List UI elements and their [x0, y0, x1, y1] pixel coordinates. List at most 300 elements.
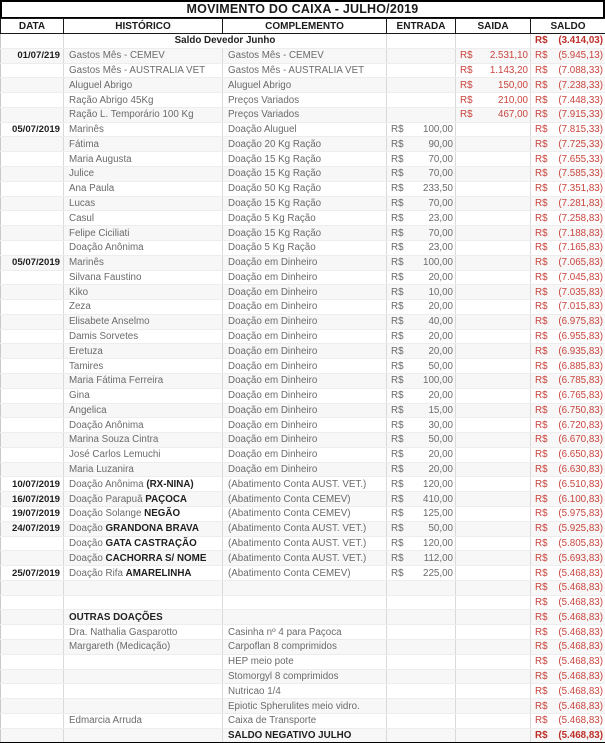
- cell-entrada: [387, 107, 456, 122]
- cell-historico: [64, 373, 223, 388]
- currency-symbol: R$: [535, 670, 548, 682]
- currency-symbol: R$: [535, 197, 548, 209]
- cell-saldo: [531, 669, 605, 684]
- cell-date: [1, 373, 64, 388]
- cell-entrada: [387, 684, 456, 699]
- table-row: [1, 654, 605, 669]
- historico-text: Felipe Ciciliati: [69, 227, 130, 239]
- complemento-text: Gastos Mês - CEMEV: [228, 50, 324, 62]
- cell-complemento: [223, 63, 387, 78]
- saldo-amount: (5.468,83): [558, 729, 603, 741]
- historico-text: Zeza: [69, 301, 91, 313]
- cell-entrada: [387, 566, 456, 581]
- entrada-amount: 120,00: [423, 537, 453, 549]
- cell-saldo: [531, 240, 605, 255]
- currency-symbol: R$: [391, 197, 404, 209]
- entrada-value: [387, 537, 455, 550]
- currency-symbol: R$: [391, 567, 404, 579]
- historico-text: Doação: [69, 552, 106, 564]
- cell-saldo: [531, 93, 605, 108]
- cell-date: [1, 551, 64, 566]
- table-row: [1, 640, 605, 655]
- cell-saida: [456, 152, 531, 167]
- cell-complemento: [223, 167, 387, 182]
- cell-entrada: [387, 625, 456, 640]
- complemento-text: Doação em Dinheiro: [228, 449, 318, 461]
- cell-saida: [456, 388, 531, 403]
- complemento-text: Doação 5 Kg Ração: [228, 212, 316, 224]
- cell-saida: [456, 713, 531, 728]
- table-row: [1, 595, 605, 610]
- entrada-value: [387, 478, 455, 491]
- cell-historico: [64, 388, 223, 403]
- saldo-amount: (3.414,03): [558, 35, 603, 47]
- historico-text: Ração Abrigo 45Kg: [69, 94, 154, 106]
- currency-symbol: R$: [535, 611, 548, 623]
- table-row: [1, 566, 605, 581]
- cell-historico: [64, 566, 223, 581]
- entrada-value: [387, 256, 455, 269]
- cell-entrada: [387, 93, 456, 108]
- cell-historico: [64, 167, 223, 182]
- entrada-value: [387, 345, 455, 358]
- cell-complemento: [223, 211, 387, 226]
- cell-saldo: [531, 625, 605, 640]
- cell-saida: [456, 580, 531, 595]
- historico-text: Edmarcia Arruda: [69, 715, 142, 727]
- saldo-amount: (6.720,83): [558, 419, 603, 431]
- table-row: [1, 625, 605, 640]
- entrada-amount: 112,00: [423, 552, 453, 564]
- saldo-amount: (6.765,83): [558, 390, 603, 402]
- historico-bold-text: GRANDONA BRAVA: [105, 523, 199, 535]
- currency-symbol: R$: [535, 79, 548, 91]
- currency-symbol: R$: [391, 552, 404, 564]
- entrada-amount: 30,00: [428, 419, 453, 431]
- historico-text: Damis Sorvetes: [69, 331, 139, 343]
- saida-amount: 150,00: [498, 79, 528, 91]
- historico-bold-text: GATA CASTRAÇÃO: [105, 537, 197, 549]
- saldo-value: [531, 182, 605, 195]
- saida-amount: 210,00: [498, 94, 528, 106]
- currency-symbol: R$: [391, 537, 404, 549]
- saldo-value: [531, 419, 605, 432]
- cell-saldo: [531, 300, 605, 315]
- saldo-amount: (5.975,83): [558, 508, 603, 520]
- saldo-amount: (7.915,33): [558, 109, 603, 121]
- table-row: [1, 359, 605, 374]
- entrada-value: [387, 182, 455, 195]
- entrada-value: [387, 448, 455, 461]
- complemento-text: (Abatimento Conta CEMEV): [228, 493, 351, 505]
- cell-date: [1, 329, 64, 344]
- currency-symbol: R$: [460, 109, 473, 121]
- currency-symbol: R$: [535, 153, 548, 165]
- cell-historico: [64, 359, 223, 374]
- cell-historico: [64, 93, 223, 108]
- cell-historico: [64, 403, 223, 418]
- historico-text: Ana Paula: [69, 183, 115, 195]
- entrada-value: [387, 300, 455, 313]
- entrada-amount: 40,00: [428, 316, 453, 328]
- saida-amount: 2.531,10: [489, 50, 528, 62]
- cell-date: [1, 699, 64, 714]
- entrada-value: [387, 404, 455, 417]
- complemento-text: (Abatimento Conta AUST. VET.): [228, 478, 367, 490]
- saldo-amount: (7.065,83): [558, 257, 603, 269]
- entrada-amount: 100,00: [423, 124, 453, 136]
- entrada-amount: 20,00: [428, 301, 453, 313]
- cell-entrada: [387, 728, 456, 743]
- currency-symbol: R$: [535, 508, 548, 520]
- cell-complemento: [223, 314, 387, 329]
- cell-historico: [64, 462, 223, 477]
- cell-entrada: [387, 63, 456, 78]
- cell-entrada: [387, 300, 456, 315]
- historico-text: Doação Anônima: [69, 419, 144, 431]
- saldo-amount: (5.468,83): [558, 700, 603, 712]
- entrada-amount: 125,00: [423, 508, 453, 520]
- currency-symbol: R$: [535, 212, 548, 224]
- cell-saida: [456, 93, 531, 108]
- currency-symbol: R$: [391, 257, 404, 269]
- cell-entrada: [387, 462, 456, 477]
- complemento-text: Doação em Dinheiro: [228, 286, 318, 298]
- cell-complemento: [223, 728, 387, 743]
- cell-complemento: [223, 462, 387, 477]
- cell-historico: [64, 152, 223, 167]
- cell-entrada: [387, 240, 456, 255]
- cell-saldo: [531, 640, 605, 655]
- cell-saldo: [531, 492, 605, 507]
- cell-saldo: [531, 536, 605, 551]
- saldo-amount: (5.468,83): [558, 670, 603, 682]
- entrada-amount: 50,00: [428, 360, 453, 372]
- cell-saldo: [531, 477, 605, 492]
- historico-bold-text: PAÇOCA: [145, 493, 187, 505]
- saldo-value: [531, 241, 605, 254]
- table-row: [1, 344, 605, 359]
- cell-entrada: [387, 595, 456, 610]
- currency-symbol: R$: [391, 227, 404, 239]
- cell-date: 05/07/2019: [1, 255, 64, 270]
- historico-text: Marinês: [69, 124, 104, 136]
- complemento-text: Doação em Dinheiro: [228, 301, 318, 313]
- cell-complemento: [223, 713, 387, 728]
- saldo-value: [531, 581, 605, 594]
- entrada-amount: 23,00: [428, 212, 453, 224]
- table-row: [1, 610, 605, 625]
- cell-complemento: [223, 373, 387, 388]
- complemento-text: Nutricao 1/4: [228, 685, 281, 697]
- cell-historico: [64, 181, 223, 196]
- cell-saida: [456, 640, 531, 655]
- cell-saida: [456, 196, 531, 211]
- historico-text: Eretuza: [69, 345, 103, 357]
- cell-historico: [64, 63, 223, 78]
- cell-complemento: [223, 122, 387, 137]
- cell-date: [1, 462, 64, 477]
- cell-historico: [64, 610, 223, 625]
- complemento-text: Doação em Dinheiro: [228, 419, 318, 431]
- entrada-value: [387, 493, 455, 506]
- currency-symbol: R$: [535, 404, 548, 416]
- saldo-value: [531, 478, 605, 491]
- currency-symbol: R$: [535, 64, 548, 76]
- complemento-text: Doação 20 Kg Ração: [228, 138, 322, 150]
- complemento-text: (Abatimento Conta CEMEV): [228, 567, 351, 579]
- saldo-amount: (5.925,83): [558, 523, 603, 535]
- cell-historico: [64, 654, 223, 669]
- complemento-text: Doação em Dinheiro: [228, 360, 318, 372]
- saldo-value: [531, 448, 605, 461]
- cell-saldo: [531, 521, 605, 536]
- currency-symbol: R$: [391, 508, 404, 520]
- entrada-value: [387, 286, 455, 299]
- currency-symbol: R$: [535, 700, 548, 712]
- entrada-value: [387, 463, 455, 476]
- historico-text: Julice: [69, 168, 95, 180]
- cell-complemento: [223, 48, 387, 63]
- cell-date: [1, 595, 64, 610]
- historico-text: Casul: [69, 212, 95, 224]
- table-row: [1, 492, 605, 507]
- currency-symbol: R$: [535, 523, 548, 535]
- entrada-amount: 70,00: [428, 153, 453, 165]
- saldo-value: [531, 123, 605, 136]
- cell-saldo: [531, 433, 605, 448]
- complemento-text: Doação em Dinheiro: [228, 345, 318, 357]
- cell-entrada: [387, 329, 456, 344]
- cell-saida: [456, 669, 531, 684]
- saldo-value: [531, 700, 605, 713]
- currency-symbol: R$: [535, 552, 548, 564]
- cell-date: [1, 196, 64, 211]
- currency-symbol: R$: [535, 582, 548, 594]
- cell-saida: [456, 447, 531, 462]
- historico-text: Angelica: [69, 404, 107, 416]
- currency-symbol: R$: [535, 567, 548, 579]
- entrada-value: [387, 433, 455, 446]
- currency-symbol: R$: [391, 419, 404, 431]
- cell-date: [1, 447, 64, 462]
- currency-symbol: R$: [535, 449, 548, 461]
- cell-complemento: [223, 152, 387, 167]
- cell-entrada: [387, 640, 456, 655]
- entrada-value: [387, 507, 455, 520]
- entrada-value: [387, 389, 455, 402]
- cell-complemento: [223, 447, 387, 462]
- cell-historico: [64, 48, 223, 63]
- cell-entrada: [387, 270, 456, 285]
- cell-complemento: [223, 477, 387, 492]
- cell-entrada: [387, 211, 456, 226]
- entrada-value: [387, 374, 455, 387]
- historico-text: Doação Solange: [69, 508, 145, 520]
- currency-symbol: R$: [391, 523, 404, 535]
- saldo-value: [531, 389, 605, 402]
- currency-symbol: R$: [391, 404, 404, 416]
- table-row: [1, 713, 605, 728]
- complemento-text: Doação 15 Kg Ração: [228, 153, 322, 165]
- currency-symbol: R$: [460, 64, 473, 76]
- cell-complemento: [223, 433, 387, 448]
- cell-historico: [64, 640, 223, 655]
- table-row: [1, 521, 605, 536]
- historico-text: Doação: [69, 523, 106, 535]
- currency-symbol: R$: [535, 375, 548, 387]
- cell-historico: [64, 728, 223, 743]
- table-row: [1, 403, 605, 418]
- cell-historico: [64, 521, 223, 536]
- cell-saida: [456, 270, 531, 285]
- saldo-amount: (5.468,83): [558, 656, 603, 668]
- cell-entrada: [387, 167, 456, 182]
- cell-entrada: [387, 48, 456, 63]
- saldo-amount: (5.468,83): [558, 626, 603, 638]
- entrada-amount: 70,00: [428, 227, 453, 239]
- cell-saida: [456, 359, 531, 374]
- cell-saldo: [531, 255, 605, 270]
- currency-symbol: R$: [535, 464, 548, 476]
- cell-date: [1, 713, 64, 728]
- saldo-amount: (7.655,33): [558, 153, 603, 165]
- table-row: [1, 285, 605, 300]
- saldo-value: [531, 611, 605, 624]
- cell-date: [1, 640, 64, 655]
- table-row: [1, 167, 605, 182]
- saldo-value: [531, 493, 605, 506]
- cell-saldo: [531, 314, 605, 329]
- cell-saldo: [531, 226, 605, 241]
- saldo-amount: (7.258,83): [558, 212, 603, 224]
- cell-complemento: [223, 344, 387, 359]
- cell-date: [1, 388, 64, 403]
- entrada-amount: 100,00: [423, 375, 453, 387]
- cell-date: [1, 93, 64, 108]
- entrada-amount: 15,00: [428, 404, 453, 416]
- historico-bold-text: OUTRAS DOAÇÕES: [69, 611, 163, 623]
- saldo-amount: (6.955,83): [558, 331, 603, 343]
- cell-entrada: [387, 388, 456, 403]
- currency-symbol: R$: [391, 271, 404, 283]
- table-row: [1, 152, 605, 167]
- cell-entrada: [387, 713, 456, 728]
- saldo-amount: (5.468,83): [558, 611, 603, 623]
- cell-saida: [456, 566, 531, 581]
- entrada-value: [387, 419, 455, 432]
- saldo-value: [531, 227, 605, 240]
- currency-symbol: R$: [391, 138, 404, 150]
- cell-complemento: [223, 699, 387, 714]
- table-row: [1, 669, 605, 684]
- historico-bold-text: CACHORRA S/ NOME: [105, 552, 207, 564]
- cell-historico: [64, 137, 223, 152]
- column-header-saida: SAIDA: [456, 19, 531, 34]
- complemento-text: Gastos Mês - AUSTRALIA VET: [228, 64, 365, 76]
- saldo-value: [531, 729, 605, 742]
- table-row: [1, 373, 605, 388]
- saldo-value: [531, 685, 605, 698]
- cell-saldo: [531, 34, 605, 49]
- cell-entrada: [387, 122, 456, 137]
- cell-saldo: [531, 270, 605, 285]
- saldo-value: [531, 374, 605, 387]
- saldo-amount: (7.281,83): [558, 197, 603, 209]
- cell-date: [1, 418, 64, 433]
- cell-saida: [456, 300, 531, 315]
- cell-complemento: [223, 240, 387, 255]
- cell-saida: [456, 521, 531, 536]
- cell-saida: [456, 433, 531, 448]
- complemento-text: Preços Variados: [228, 109, 300, 121]
- complemento-text: Doação 15 Kg Ração: [228, 197, 322, 209]
- cell-entrada: [387, 344, 456, 359]
- currency-symbol: R$: [535, 360, 548, 372]
- cell-saida: [456, 167, 531, 182]
- cell-saida: [456, 403, 531, 418]
- saldo-value: [531, 537, 605, 550]
- currency-symbol: R$: [391, 212, 404, 224]
- cell-historico: [64, 329, 223, 344]
- cell-date: [1, 654, 64, 669]
- cell-date: 05/07/2019: [1, 122, 64, 137]
- historico-text: Gastos Mês - CEMEV: [69, 50, 165, 62]
- table-row: [1, 137, 605, 152]
- cell-saldo: [531, 152, 605, 167]
- table-row: [1, 78, 605, 93]
- currency-symbol: R$: [535, 685, 548, 697]
- column-header-saldo: SALDO: [531, 19, 605, 34]
- currency-symbol: R$: [535, 227, 548, 239]
- currency-symbol: R$: [535, 537, 548, 549]
- cell-complemento: [223, 654, 387, 669]
- cell-saida: [456, 63, 531, 78]
- saldo-amount: (6.750,83): [558, 404, 603, 416]
- cell-saldo: [531, 48, 605, 63]
- currency-symbol: R$: [535, 242, 548, 254]
- cell-complemento: [223, 610, 387, 625]
- currency-symbol: R$: [460, 50, 473, 62]
- cell-saida: [456, 211, 531, 226]
- saldo-amount: (7.815,33): [558, 124, 603, 136]
- complemento-text: Doação em Dinheiro: [228, 464, 318, 476]
- table-row: [1, 462, 605, 477]
- currency-symbol: R$: [535, 390, 548, 402]
- cell-saida: [456, 610, 531, 625]
- cell-saida: [456, 684, 531, 699]
- saldo-amount: (5.468,83): [558, 597, 603, 609]
- cell-entrada: [387, 699, 456, 714]
- entrada-value: [387, 522, 455, 535]
- complemento-text: Doação em Dinheiro: [228, 404, 318, 416]
- currency-symbol: R$: [535, 478, 548, 490]
- table-row: [1, 63, 605, 78]
- saldo-amount: (6.935,83): [558, 345, 603, 357]
- cell-date: [1, 34, 64, 49]
- cell-date: [1, 152, 64, 167]
- saldo-value: [531, 640, 605, 653]
- cell-entrada: [387, 551, 456, 566]
- table-row: [1, 122, 605, 137]
- cell-date: 01/07/219: [1, 48, 64, 63]
- saida-value: [456, 49, 530, 62]
- cell-historico: [64, 507, 223, 522]
- saldo-value: [531, 360, 605, 373]
- table-row: [1, 270, 605, 285]
- currency-symbol: R$: [391, 124, 404, 136]
- saldo-value: [531, 552, 605, 565]
